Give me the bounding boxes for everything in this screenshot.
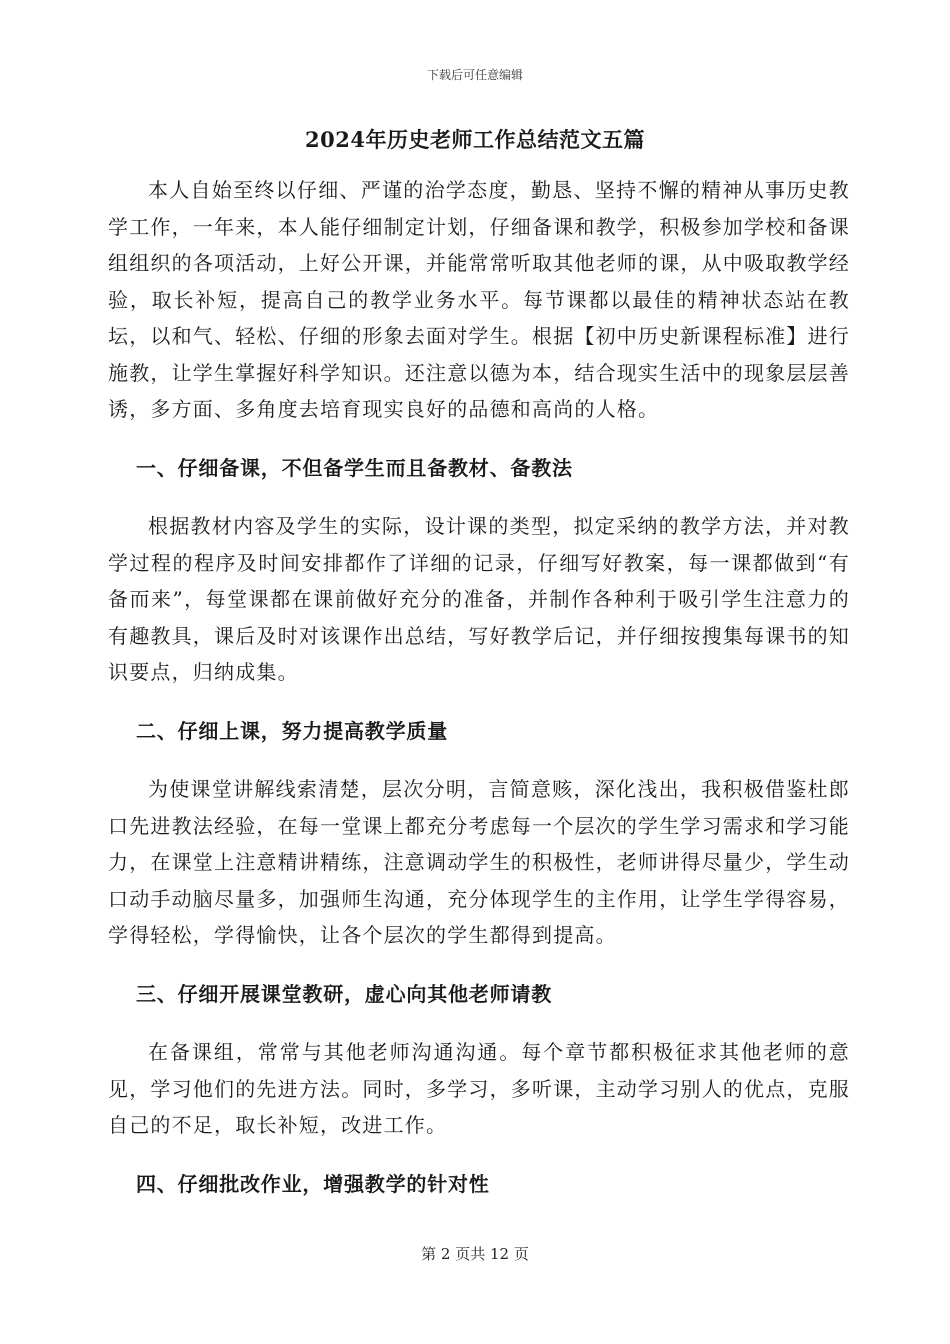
section-heading-1: 一、仔细备课，不但备学生而且备教材、备教法 xyxy=(136,455,573,480)
section-body-3: 在备课组，常常与其他老师沟通沟通。每个章节都积极征求其他老师的意见，学习他们的先进方法。同时，多学习，多听课，主动学习别人的优点，克服自己的不足，取长补短，改进工作。 xyxy=(108,1040,850,1137)
section-heading-3: 三、仔细开展课堂教研，虚心向其他老师请教 xyxy=(136,981,552,1006)
intro-paragraph: 本人自始至终以仔细、严谨的治学态度，勤恳、坚持不懈的精神从事历史教学工作，一年来，本人能仔细制定计划，仔细备课和教学，积极参加学校和备课组组织的各项活动，上好公开课，并能常常听取其他老师的课，从中吸取教学经验，取长补短，提高自己的教学业务水平。每节课都以最佳的精神状态站在教坛，以和气、轻松、仔细的形象去面对学生。根据【初中历史新课程标准】进行施教，让学生掌握好科学知识。还注意以德为本，结合现实生活中的现象层层善诱，多方面、多角度去培育现实良好的品德和高尚的人格。 xyxy=(108,178,850,421)
section-heading-2: 二、仔细上课，努力提高教学质量 xyxy=(136,718,448,743)
header-note: 下载后可任意编辑 xyxy=(426,68,523,82)
document-body xyxy=(108,172,850,1202)
section-body-1: 根据教材内容及学生的实际，设计课的类型，拟定采纳的教学方法，并对教学过程的程序及时间安排都作了详细的记录，仔细写好教案，每一课都做到“有备而来”，每堂课都在课前做好充分的准备，并制作各种利于吸引学生注意力的有趣教具，课后及时对该课作出总结，写好教学后记，并仔细按搜集每课书的知识要点，归纳成集。 xyxy=(108,514,850,684)
section-body-2: 为使课堂讲解线索清楚，层次分明，言简意赅，深化浅出，我积极借鉴杜郎口先进教法经验，在每一堂课上都充分考虑每一个层次的学生学习需求和学习能力，在课堂上注意精讲精练，注意调动学生的积极性，老师讲得尽量少，学生动口动手动脑尽量多，加强师生沟通，充分体现学生的主作用，让学生学得容易，学得轻松，学得愉快，让各个层次的学生都得到提高。 xyxy=(108,777,850,947)
page-footer: 第 2 页共 12 页 xyxy=(421,1245,529,1263)
document-title: 2024年历史老师工作总结范文五篇 xyxy=(305,127,645,152)
section-heading-4: 四、仔细批改作业，增强教学的针对性 xyxy=(136,1171,490,1196)
